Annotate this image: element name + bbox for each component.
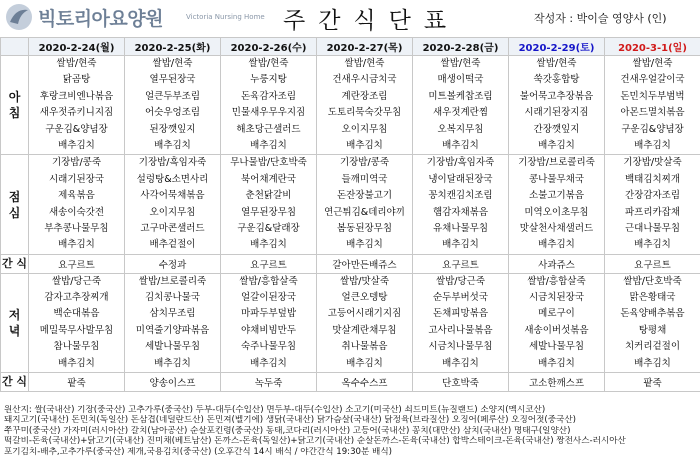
- menu-item: 기장밥/콩죽: [51, 157, 102, 169]
- menu-item: 배추김치: [58, 239, 95, 251]
- menu-item: 쌀밥/브로콜리죽: [138, 275, 207, 287]
- menu-item: 쌀밥/현죽: [248, 58, 289, 69]
- menu-item: 된장깻잎지: [149, 123, 196, 135]
- menu-item: 매생이떡국: [437, 74, 484, 86]
- menu-item: 연근튀김&데리야끼: [324, 206, 405, 218]
- menu-item: 얼갈이된장국: [240, 292, 297, 304]
- menu-item: 오이지무침: [341, 123, 388, 135]
- menu-item: 사각어묵채볶음: [140, 190, 205, 202]
- menu-item: 기장밥/맛살죽: [623, 157, 682, 169]
- origin-notice: [4, 405, 698, 457]
- dinner-row: [1, 273, 700, 372]
- menu-item: 쌀밥/현죽: [632, 58, 673, 69]
- menu-item: 무나물밥/단호박죽: [230, 157, 307, 169]
- menu-item: 쌀밥/맛살죽: [339, 275, 390, 287]
- menu-item: 쌀밥/단호박죽: [623, 275, 682, 287]
- menu-item: 배추김치: [346, 239, 383, 251]
- menu-item: 시래기된장지짐: [524, 107, 589, 119]
- snack-cell: 녹두죽: [221, 373, 317, 392]
- meal-cell: [221, 56, 317, 155]
- menu-item: 닭곰탕: [62, 74, 91, 86]
- menu-item: 배추김치: [250, 239, 287, 251]
- menu-item: 후랑크비엔나볶음: [39, 90, 114, 102]
- menu-item: 쌀밥/현죽: [56, 58, 97, 69]
- menu-item: 배추김치: [250, 139, 287, 151]
- menu-item: 배추겉절이: [149, 239, 196, 251]
- lunch-row: [1, 155, 700, 254]
- meal-label: 저 녁: [1, 273, 29, 372]
- menu-item: 배추김치: [634, 239, 671, 251]
- menu-item: 메로구이: [538, 308, 575, 320]
- menu-item: 쌀밥/당근죽: [51, 275, 102, 287]
- menu-item: 민물새우무우지짐: [231, 107, 306, 119]
- menu-item: 기장밥/브로콜리죽: [518, 157, 595, 169]
- origin-line: 돼지고기(국내산) 돈민치(독일산) 돈삼겹(네덜란드산) 돈민져(벨기에) 생닭(국내산) 닭가슴살(국내산) 닭정육(브라질산) 오징어(페루산) 오징어젓(중국산): [4, 415, 576, 426]
- menu-item: 구운김&달래장: [237, 222, 300, 234]
- menu-item: 배추김치: [442, 139, 479, 151]
- menu-item: 어슷우엉조림: [144, 107, 201, 119]
- meal-label: 간 식: [1, 373, 29, 392]
- menu-item: 해초당근샐러드: [236, 123, 301, 135]
- origin-line: 원산지: 쌀(국내산) 기장(중국산) 고추가루(중국산) 두부-대두(수입산) 면두부-대두(수입산) 소고기(미국산) 쇠드미트(뉴질랜드) 소양지(멕시코산): [4, 405, 546, 415]
- date-header: 2020-2-27(목): [317, 38, 413, 56]
- menu-item: 배추김치: [154, 139, 191, 151]
- meal-cell: [125, 273, 221, 372]
- menu-item: 열무된장무침: [240, 206, 297, 218]
- menu-item: 미역오이초무침: [524, 206, 589, 218]
- menu-item: 배추김치: [634, 357, 671, 369]
- menu-item: 시래기된장국: [48, 173, 105, 185]
- menu-item: 구운김&양념장: [621, 123, 684, 135]
- meal-cell: [509, 56, 605, 155]
- meal-cell: [125, 56, 221, 155]
- menu-item: 배추김치: [58, 357, 95, 369]
- menu-item: 배추김치: [346, 357, 383, 369]
- date-header-sunday: 2020-3-1(일): [605, 38, 700, 56]
- menu-item: 고구마콘샐러드: [140, 222, 205, 234]
- meal-cell: [29, 273, 125, 372]
- snack-cell: 옥수수스프: [317, 373, 413, 392]
- meal-cell: [221, 273, 317, 372]
- menu-item: 세발나물무침: [528, 341, 585, 353]
- snack-cell: 단호박죽: [413, 373, 509, 392]
- menu-item: 얼큰두부조림: [144, 90, 201, 102]
- menu-item: 냉이달래된장국: [428, 173, 493, 185]
- snack-cell: 고소한깨스프: [509, 373, 605, 392]
- menu-item: 제육볶음: [58, 190, 95, 202]
- menu-item: 근대나물무침: [624, 222, 681, 234]
- menu-item: 백순대볶음: [53, 308, 100, 320]
- menu-item: 맛살계란채무침: [332, 324, 397, 336]
- meal-cell: [605, 155, 700, 254]
- menu-item: 꽁치캔김치조림: [428, 190, 493, 202]
- page-title: 주간식단표: [283, 8, 460, 34]
- menu-item: 햄감자채볶음: [432, 206, 489, 218]
- date-header: 2020-2-24(월): [29, 38, 125, 56]
- meal-label: 간 식: [1, 254, 29, 273]
- menu-item: 쌀밥/현죽: [536, 58, 577, 69]
- menu-item: 북어채계란국: [240, 173, 297, 185]
- menu-item: 계란장조림: [341, 90, 388, 102]
- menu-item: 열무된장국: [149, 74, 196, 86]
- meal-cell: [509, 273, 605, 372]
- menu-item: 배추김치: [634, 139, 671, 151]
- menu-item: 참나물무침: [53, 341, 100, 353]
- menu-item: 배추김치: [538, 139, 575, 151]
- menu-item: 배추김치: [250, 357, 287, 369]
- origin-line: 쭈꾸미(중국산) 가자미(러시아산) 갈치(남아공산) 순살포킨령(중국산) 동태,코다리(러시아산) 고등어(국내산) 꽁치(대만산) 삼치(국내산) 명태구(일양산): [4, 425, 571, 436]
- logo-text: 빅토리아요양원: [38, 8, 163, 30]
- menu-item: 배추김치: [538, 239, 575, 251]
- breakfast-row: [1, 56, 700, 155]
- menu-item: 배추김치: [58, 139, 95, 151]
- menu-item: 메밀묵무사발무침: [39, 324, 114, 336]
- menu-item: 새우젓계란찜: [432, 107, 489, 119]
- corner-cell: [1, 38, 29, 56]
- snack-cell: 요구르트: [413, 254, 509, 273]
- menu-item: 고사리나물볶음: [428, 324, 493, 336]
- menu-item: 구운김&양념장: [45, 123, 108, 135]
- date-header: 2020-2-25(화): [125, 38, 221, 56]
- menu-item: 유채나물무침: [432, 222, 489, 234]
- menu-item: 누룽지탕: [250, 74, 287, 86]
- menu-item: 시금치나물무침: [428, 341, 493, 353]
- menu-item: 도토리묵숙갓무침: [327, 107, 402, 119]
- date-header-saturday: 2020-2-29(토): [509, 38, 605, 56]
- menu-item: 기장밥/흑임자죽: [138, 157, 207, 169]
- meal-cell: [317, 56, 413, 155]
- menu-item: 기장밥/콩죽: [339, 157, 390, 169]
- meal-cell: [221, 155, 317, 254]
- menu-item: 김치콩나물국: [144, 292, 201, 304]
- menu-item: 쌀밥/현죽: [440, 58, 481, 69]
- header: [0, 0, 700, 37]
- menu-item: 백태김치찌개: [624, 173, 681, 185]
- date-header: 2020-2-28(금): [413, 38, 509, 56]
- snack-cell: 팥죽: [605, 373, 700, 392]
- menu-item: 쌀밥/현죽: [344, 58, 385, 69]
- meal-cell: [509, 155, 605, 254]
- menu-item: 탕평채: [638, 324, 667, 336]
- menu-item: 새우젓쥬키니지짐: [39, 107, 114, 119]
- menu-item: 마파두부덮밥: [240, 308, 297, 320]
- menu-item: 봄동된장무침: [336, 222, 393, 234]
- logo-icon: [4, 2, 34, 32]
- menu-item: 돈민치두부범벅: [620, 90, 685, 102]
- meal-cell: [413, 273, 509, 372]
- menu-item: 세발나물무침: [144, 341, 201, 353]
- menu-item: 배추김치: [442, 357, 479, 369]
- snack-cell: 요구르트: [221, 254, 317, 273]
- menu-item: 콩나물무채국: [528, 173, 585, 185]
- menu-item: 새송이버섯볶음: [524, 324, 589, 336]
- menu-item: 오복지무침: [437, 123, 484, 135]
- meal-cell: [605, 273, 700, 372]
- menu-item: 배추김치: [538, 357, 575, 369]
- menu-item: 건새우얼갈이국: [620, 74, 685, 86]
- snack-cell: 갈아만든배쥬스: [317, 254, 413, 273]
- menu-item: 돈채피망볶음: [432, 308, 489, 320]
- menu-item: 오이지무침: [149, 206, 196, 218]
- meal-cell: [317, 155, 413, 254]
- menu-item: 쌀밥/흥합살죽: [527, 275, 586, 287]
- snack-cell: 양송이스프: [125, 373, 221, 392]
- origin-line: 포기김치-배추,고추가루(중국산) 제개,국용김치(중국산) (오후간식 14시 배식 / 야간간식 19:30분 배식): [4, 446, 392, 457]
- menu-item: 미트볼케찹조림: [428, 90, 493, 102]
- menu-item: 취나물볶음: [341, 341, 388, 353]
- menu-item: 쌀밥/흥합살죽: [239, 275, 298, 287]
- menu-item: 숙주나물무침: [240, 341, 297, 353]
- menu-item: 들깨미역국: [341, 173, 388, 185]
- menu-item: 기장밥/흑임자죽: [426, 157, 495, 169]
- author-info: 작성자 : 박이슬 영양사 (인): [534, 12, 667, 25]
- snack-cell: 요구르트: [605, 254, 700, 273]
- menu-item: 불어묵고추장볶음: [519, 90, 594, 102]
- date-header: 2020-2-26(수): [221, 38, 317, 56]
- snack-cell: 요구르트: [29, 254, 125, 273]
- snack-cell: 수정과: [125, 254, 221, 273]
- meal-cell: [413, 56, 509, 155]
- meal-cell: [29, 56, 125, 155]
- menu-item: 얼큰오뎅탕: [341, 292, 388, 304]
- menu-item: 설렁탕&소면사리: [136, 173, 209, 185]
- menu-item: 배추김치: [442, 239, 479, 251]
- menu-item: 순두부버섯국: [432, 292, 489, 304]
- meal-label: 점 심: [1, 155, 29, 254]
- menu-item: 춘천닭갈비: [245, 190, 292, 202]
- menu-item: 시금치된장국: [528, 292, 585, 304]
- logo-subtitle: Victoria Nursing Home: [186, 13, 265, 21]
- menu-item: 건새우시금치국: [332, 74, 397, 86]
- menu-item: 감자고추장찌개: [44, 292, 109, 304]
- afternoon-snack-row: [1, 254, 700, 273]
- menu-item: 아몬드멸치볶음: [620, 107, 685, 119]
- meal-label: 아 침: [1, 56, 29, 155]
- night-snack-row: [1, 373, 700, 392]
- meal-cell: [317, 273, 413, 372]
- menu-item: 소불고기볶음: [528, 190, 585, 202]
- meal-cell: [413, 155, 509, 254]
- menu-item: 돈육양배추볶음: [620, 308, 685, 320]
- menu-item: 야채비빔만두: [240, 324, 297, 336]
- menu-item: 쌀밥/현죽: [152, 58, 193, 69]
- menu-item: 배추김치: [346, 139, 383, 151]
- menu-item: 부추콩나물무침: [44, 222, 109, 234]
- origin-line: 떡갈비-돈육(국내산)+닭고기(국내산) 진미채(베트남산) 돈까스-돈육(독일산)+닭고기(국내산) 순살돈까스-돈육(국내산) 합박스테이크-돈육(국내산) 짱전사스-러시아산: [4, 436, 626, 447]
- menu-item: 삼치무조림: [149, 308, 196, 320]
- menu-item: 치커리겉절이: [624, 341, 681, 353]
- menu-item: 파프리카잡채: [624, 206, 681, 218]
- snack-cell: 사과쥬스: [509, 254, 605, 273]
- menu-item: 고등어시래기지짐: [327, 308, 402, 320]
- menu-item: 쑥갓홍합탕: [533, 74, 580, 86]
- menu-item: 배추김치: [154, 357, 191, 369]
- menu-item: 맑은황태국: [629, 292, 676, 304]
- meal-cell: [605, 56, 700, 155]
- menu-item: 간장깻잎지: [533, 123, 580, 135]
- weekly-menu-table: [0, 37, 700, 392]
- menu-item: 간장감자조림: [624, 190, 681, 202]
- menu-item: 맛살천사채샐러드: [519, 222, 594, 234]
- menu-item: 미역줄기양파볶음: [135, 324, 210, 336]
- meal-cell: [29, 155, 125, 254]
- meal-cell: [125, 155, 221, 254]
- snack-cell: 팥죽: [29, 373, 125, 392]
- menu-item: 돈육감자조림: [240, 90, 297, 102]
- menu-item: 쌀밥/당근죽: [435, 275, 486, 287]
- menu-item: 돈잔장불고기: [336, 190, 393, 202]
- date-row: [1, 38, 700, 56]
- menu-item: 새송이숙갓전: [48, 206, 105, 218]
